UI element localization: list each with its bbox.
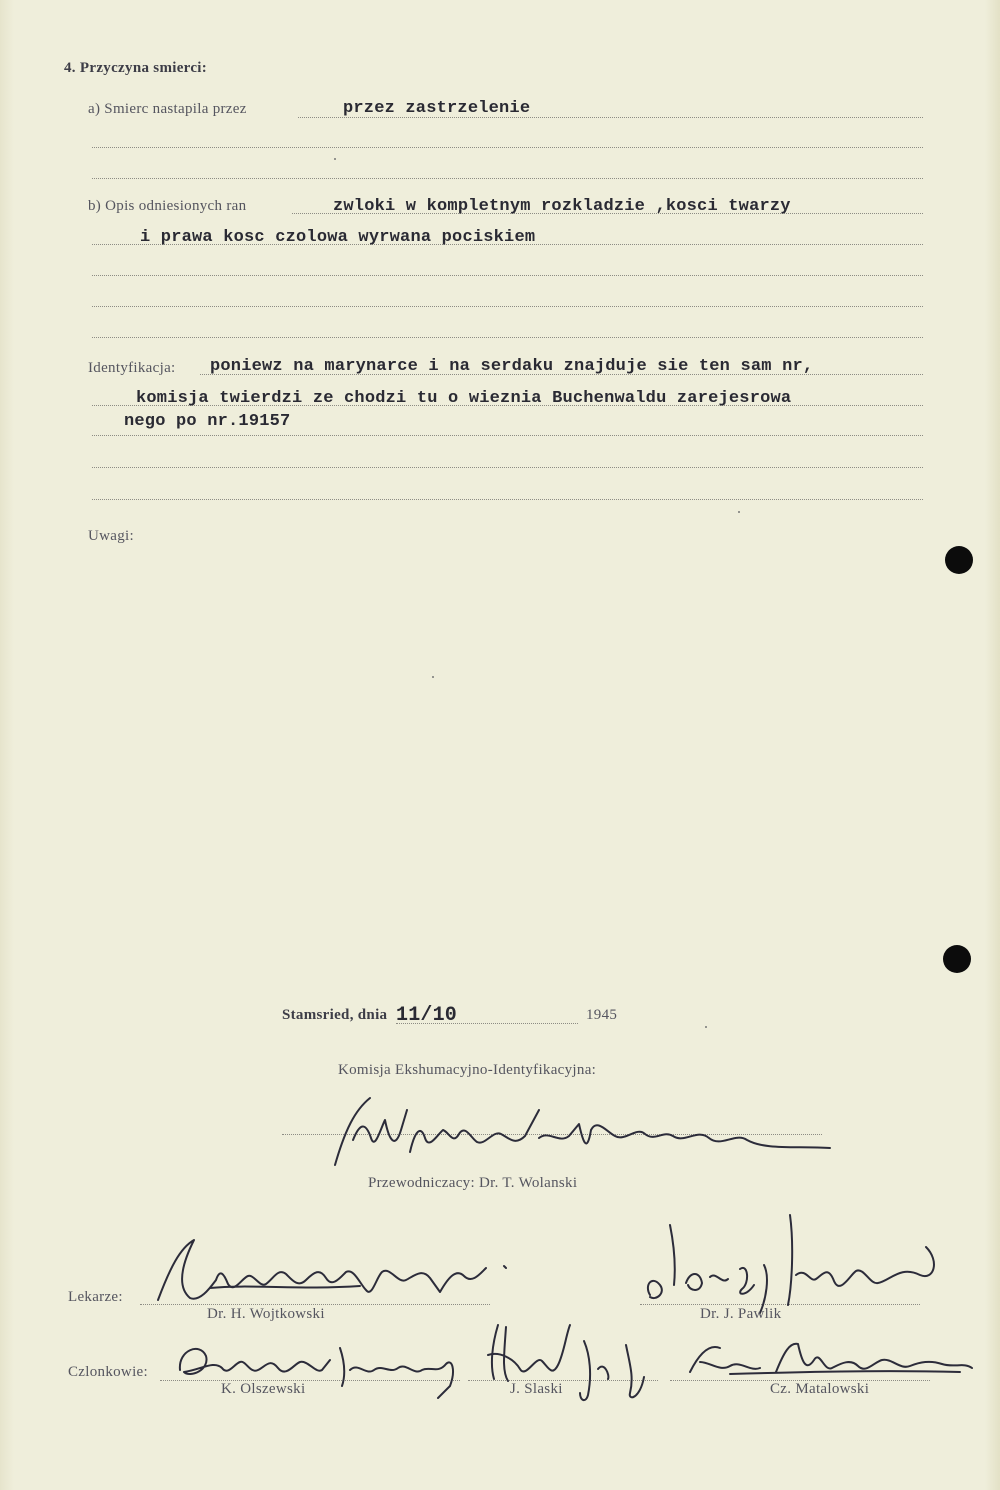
punch-hole xyxy=(943,945,971,973)
chair-signature xyxy=(325,1090,845,1170)
speck xyxy=(705,1026,707,1028)
commission-title: Komisja Ekshumacyjno-Identyfikacyjna: xyxy=(338,1062,597,1078)
blank-line xyxy=(92,306,923,307)
blank-line xyxy=(92,178,923,179)
chair-label: Przewodniczacy: Dr. T. Wolanski xyxy=(368,1175,578,1191)
doctors-label: Lekarze: xyxy=(68,1289,123,1305)
date-value: 11/10 xyxy=(396,1004,458,1027)
blank-line xyxy=(92,499,923,500)
field-b-value-1: zwloki w kompletnym rozkladzie ,kosci twarzy xyxy=(333,197,791,216)
field-a-label: a) Smierc nastapila przez xyxy=(88,101,247,117)
member-1-signature xyxy=(170,1330,470,1400)
members-label: Czlonkowie: xyxy=(68,1364,148,1380)
section-number: 4. xyxy=(64,60,76,76)
identification-text-1: poniewz na marynarce i na serdaku znajduje sie ten sam nr, xyxy=(210,357,814,376)
blank-line xyxy=(92,147,923,148)
member-1-name: K. Olszewski xyxy=(221,1381,306,1397)
identification-label: Identyfikacja: xyxy=(88,360,176,376)
doctor-2-signature xyxy=(630,1205,950,1325)
year: 1945 xyxy=(586,1007,618,1023)
place-date-label: Stamsried, dnia xyxy=(282,1007,388,1023)
speck xyxy=(432,676,434,678)
identification-text-3: nego po nr.19157 xyxy=(124,412,291,431)
section-heading xyxy=(64,60,207,77)
punch-hole xyxy=(945,546,973,574)
blank-line xyxy=(92,467,923,468)
member-2-signature xyxy=(480,1315,670,1405)
speck xyxy=(738,511,740,513)
doctor-1-name: Dr. H. Wojtkowski xyxy=(207,1306,325,1322)
doctor-2-name: Dr. J. Pawlik xyxy=(700,1306,782,1322)
blank-line xyxy=(92,337,923,338)
doctor-1-signature xyxy=(150,1228,520,1328)
identification-line-3 xyxy=(92,435,923,436)
speck xyxy=(334,158,336,160)
member-3-name: Cz. Matalowski xyxy=(770,1381,870,1397)
remarks-label: Uwagi: xyxy=(88,528,134,544)
field-a-value: przez zastrzelenie xyxy=(343,99,531,118)
blank-line xyxy=(92,275,923,276)
section-title: Przyczyna smierci: xyxy=(79,60,208,76)
member-2-name: J. Slaski xyxy=(510,1381,563,1397)
field-b-value-2: i prawa kosc czolowa wyrwana pociskiem xyxy=(140,228,536,247)
identification-text-2: komisja twierdzi ze chodzi tu o wieznia Buchenwaldu zarejesrowa xyxy=(136,389,792,408)
field-b-label: b) Opis odniesionych ran xyxy=(88,198,247,214)
